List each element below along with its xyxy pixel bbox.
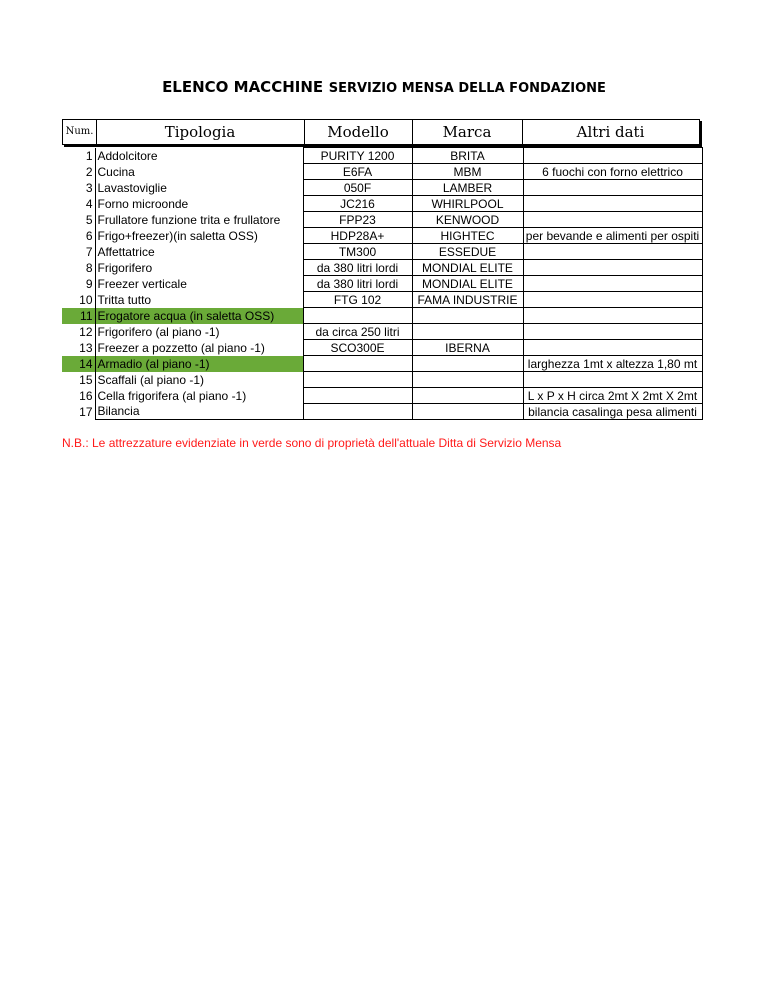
cell-altri-dati: [523, 340, 702, 356]
cell-tipologia: Frigorifero: [95, 260, 303, 276]
table-row: [62, 148, 702, 164]
cell-marca: ESSEDUE: [412, 244, 523, 260]
cell-num: 16: [79, 388, 93, 403]
cell-modello: [303, 404, 412, 420]
cell-altri-dati: [523, 372, 702, 388]
cell-tipologia: Addolcitore: [95, 148, 303, 164]
cell-num: 15: [79, 372, 93, 387]
cell-modello: da 380 litri lordi: [303, 276, 412, 292]
header-tipologia: Tipologia: [96, 120, 305, 144]
cell-tipologia: Freezer a pozzetto (al piano -1): [95, 340, 303, 356]
cell-altri-dati: [523, 212, 702, 228]
cell-tipologia: Bilancia: [95, 404, 303, 420]
cell-num: 4: [85, 196, 93, 211]
cell-num: 10: [79, 292, 93, 307]
cell-modello: da circa 250 litri: [303, 324, 412, 340]
cell-altri-dati: [523, 180, 702, 196]
cell-marca: WHIRLPOOL: [412, 196, 523, 212]
cell-tipologia: Lavastoviglie: [95, 180, 303, 196]
cell-altri-dati: larghezza 1mt x altezza 1,80 mt: [523, 356, 702, 372]
header-marca: Marca: [412, 120, 523, 144]
cell-modello: FTG 102: [303, 292, 412, 308]
table-row: [62, 372, 702, 388]
cell-modello: PURITY 1200: [303, 148, 412, 164]
cell-marca: [412, 324, 523, 340]
cell-altri-dati: [523, 276, 702, 292]
cell-num: 8: [85, 260, 93, 275]
footnote: N.B.: Le attrezzature evidenziate in verde sono di proprietà dell'attuale Ditta di Servizio Mensa: [62, 436, 562, 450]
cell-modello: HDP28A+: [303, 228, 412, 244]
table-row: [62, 244, 702, 260]
table-row: [62, 212, 702, 228]
table-header: [62, 119, 700, 145]
cell-modello: [303, 308, 412, 324]
cell-modello: da 380 litri lordi: [303, 260, 412, 276]
cell-marca: [412, 356, 523, 372]
cell-modello: SCO300E: [303, 340, 412, 356]
cell-modello: FPP23: [303, 212, 412, 228]
cell-altri-dati: [523, 260, 702, 276]
cell-marca: [412, 388, 523, 404]
cell-marca: FAMA INDUSTRIE: [412, 292, 523, 308]
table-row: [62, 228, 702, 244]
cell-marca: LAMBER: [412, 180, 523, 196]
cell-modello: [303, 372, 412, 388]
cell-altri-dati: L x P x H circa 2mt X 2mt X 2mt: [523, 388, 702, 404]
cell-altri-dati: 6 fuochi con forno elettrico: [523, 164, 702, 180]
cell-tipologia: Scaffali (al piano -1): [95, 372, 303, 388]
page-title: [0, 77, 768, 96]
table-row: [62, 404, 702, 420]
cell-num: 14: [62, 356, 95, 372]
cell-num: 7: [85, 244, 93, 259]
cell-tipologia: Tritta tutto: [95, 292, 303, 308]
cell-num: 13: [79, 340, 93, 355]
table-row: [62, 196, 702, 212]
cell-marca: MBM: [412, 164, 523, 180]
title-part1: ELENCO MACCHINE: [162, 78, 324, 96]
cell-marca: BRITA: [412, 148, 523, 164]
cell-marca: KENWOOD: [412, 212, 523, 228]
cell-tipologia: Erogatore acqua (in saletta OSS): [95, 308, 303, 324]
header-num: Num.: [63, 120, 97, 144]
cell-tipologia: Forno microonde: [95, 196, 303, 212]
cell-tipologia: Frigo+freezer)(in saletta OSS): [95, 228, 303, 244]
cell-tipologia: Affettatrice: [95, 244, 303, 260]
cell-altri-dati: [523, 292, 702, 308]
table-row: [62, 356, 702, 372]
cell-altri-dati: [523, 324, 702, 340]
table-row: [62, 180, 702, 196]
header-altri-dati: Altri dati: [576, 123, 645, 141]
cell-num: 11: [62, 308, 95, 324]
table-row: [62, 164, 702, 180]
table-row: [62, 324, 702, 340]
cell-tipologia: Freezer verticale: [95, 276, 303, 292]
cell-marca: IBERNA: [412, 340, 523, 356]
cell-modello: TM300: [303, 244, 412, 260]
table-row: [62, 308, 702, 324]
cell-marca: MONDIAL ELITE: [412, 260, 523, 276]
cell-tipologia: Cucina: [95, 164, 303, 180]
cell-num: 2: [85, 164, 93, 179]
cell-num: 3: [85, 180, 93, 195]
cell-altri-dati: [523, 148, 702, 164]
cell-num: 1: [85, 148, 93, 163]
cell-marca: [412, 308, 523, 324]
table-row: [62, 292, 702, 308]
cell-tipologia: Cella frigorifera (al piano -1): [95, 388, 303, 404]
table-row: [62, 260, 702, 276]
cell-modello: [303, 388, 412, 404]
cell-tipologia: Frigorifero (al piano -1): [95, 324, 303, 340]
header-modello: Modello: [304, 120, 413, 144]
cell-tipologia: Armadio (al piano -1): [95, 356, 303, 372]
title-part2: SERVIZIO MENSA DELLA FONDAZIONE: [328, 81, 606, 96]
cell-num: 5: [85, 212, 93, 227]
cell-tipologia: Frullatore funzione trita e frullatore: [95, 212, 303, 228]
table-row: [62, 388, 702, 404]
table-row: [62, 276, 702, 292]
cell-modello: [303, 356, 412, 372]
cell-num: 12: [79, 324, 93, 339]
cell-num: 9: [85, 276, 93, 291]
cell-marca: HIGHTEC: [412, 228, 523, 244]
cell-num: 6: [85, 228, 93, 243]
cell-modello: E6FA: [303, 164, 412, 180]
cell-modello: 050F: [303, 180, 412, 196]
cell-altri-dati: [523, 244, 702, 260]
cell-altri-dati: [523, 196, 702, 212]
table-row: [62, 340, 702, 356]
cell-marca: MONDIAL ELITE: [412, 276, 523, 292]
cell-modello: JC216: [303, 196, 412, 212]
cell-marca: [412, 372, 523, 388]
cell-altri-dati: bilancia casalinga pesa alimenti: [523, 404, 702, 420]
cell-altri-dati: per bevande e alimenti per ospiti: [523, 228, 702, 244]
cell-altri-dati: [523, 308, 702, 324]
equipment-table: [62, 147, 703, 420]
cell-num: 17: [79, 404, 93, 419]
cell-marca: [412, 404, 523, 420]
